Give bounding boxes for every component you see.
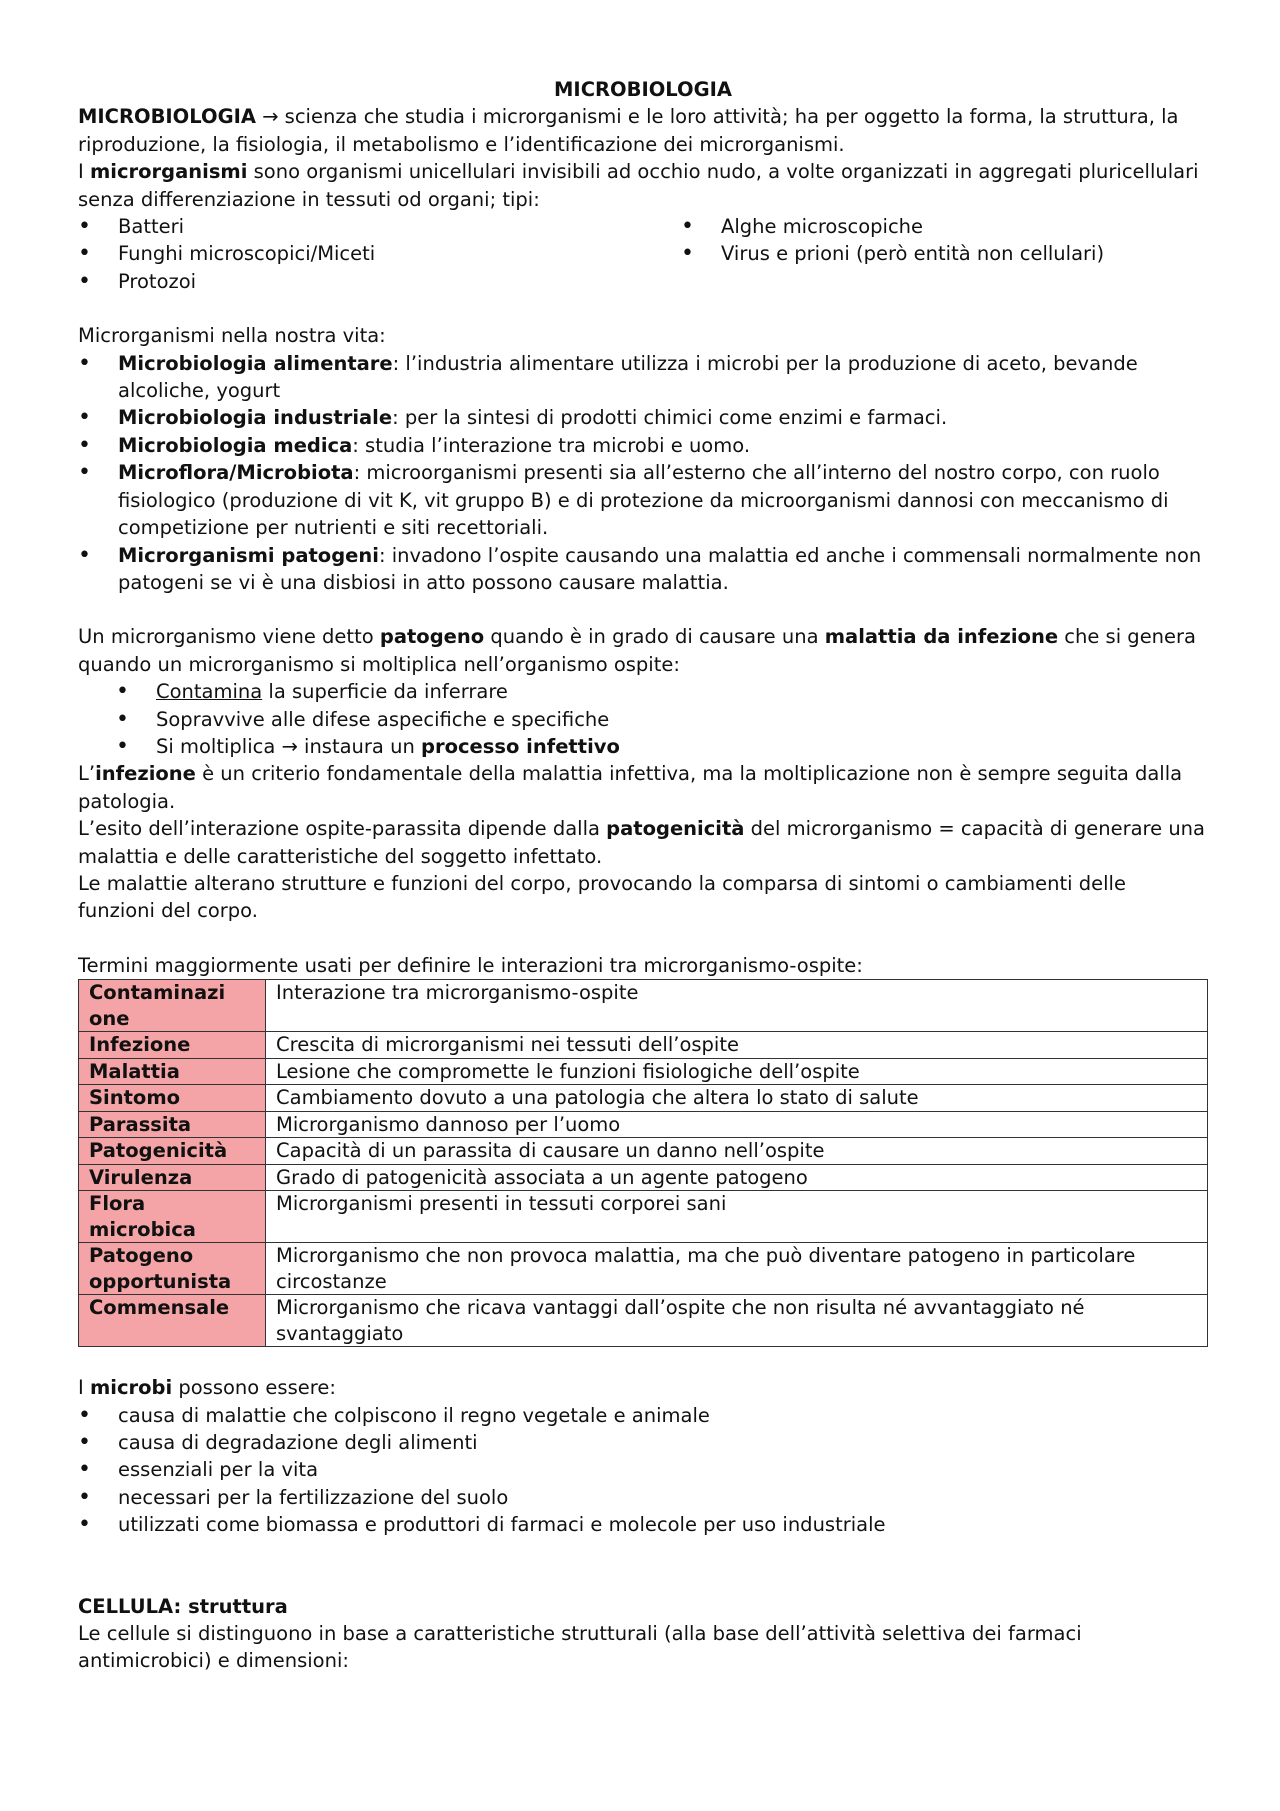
life-heading: Microrganismi nella nostra vita:	[78, 324, 386, 348]
terms-table	[78, 979, 1208, 1347]
definition-cell: Microrganismo che non provoca malattia, ma che può diventare patogeno in particolare circostanze	[266, 1243, 1208, 1295]
term-cell: Contaminazi one	[79, 980, 266, 1032]
types-list	[78, 213, 1208, 295]
microbi-paragraph: I microbi possono essere:	[78, 1376, 336, 1400]
types-list-left	[78, 213, 681, 295]
life-list	[78, 350, 1208, 597]
list-item: • necessari per la fertilizzazione del suolo	[78, 1484, 1208, 1511]
table-row	[79, 1058, 1208, 1085]
list-item: • Microbiologia medica: studia l’interazione tra microbi e uomo.	[78, 432, 1208, 459]
cellula-paragraph: Le cellule si distinguono in base a caratteristiche strutturali (alla base dell’attività selettiva dei farmaci antimicrobici) e dimensioni:	[78, 1622, 1082, 1673]
table-row	[79, 1111, 1208, 1138]
cellula-heading: CELLULA: struttura	[78, 1594, 288, 1618]
malattie-paragraph: Le malattie alterano strutture e funzioni del corpo, provocando la comparsa di sintomi o cambiamenti delle funzioni del corpo.	[78, 871, 1126, 923]
list-item: • Sopravvive alle difese aspecifiche e specifiche	[116, 706, 1208, 733]
microbi-list	[78, 1402, 1208, 1539]
term-cell: Sintomo	[79, 1085, 266, 1112]
infezione-paragraph: L’infezione è un criterio fondamentale della malattia infettiva, ma la moltiplicazione non è sempre seguita dalla patologia.	[78, 762, 1183, 813]
list-item: • essenziali per la vita	[78, 1456, 1208, 1483]
term-cell: Commensale	[79, 1295, 266, 1347]
definition-cell: Microrganismo dannoso per l’uomo	[266, 1111, 1208, 1138]
table-row	[79, 1191, 1208, 1243]
definition-cell: Microrganismo che ricava vantaggi dall’ospite che non risulta né avvantaggiato né svantaggiato	[266, 1295, 1208, 1347]
table-row	[79, 1243, 1208, 1295]
term-cell: Parassita	[79, 1111, 266, 1138]
list-item: • Alghe microscopiche	[681, 213, 1208, 240]
intro-paragraph: MICROBIOLOGIA → scienza che studia i microrganismi e le loro attività; ha per oggetto la forma, la struttura, la riproduzione, la fisiologia, il metabolismo e l’identificazione dei microrganismi.	[78, 105, 1179, 156]
table-row	[79, 980, 1208, 1032]
term-cell: Virulenza	[79, 1164, 266, 1191]
term-cell: Patogeno opportunista	[79, 1243, 266, 1295]
table-row	[79, 1295, 1208, 1347]
term-cell: Patogenicità	[79, 1138, 266, 1165]
table-row	[79, 1164, 1208, 1191]
term-cell: Malattia	[79, 1058, 266, 1085]
term-cell: Flora microbica	[79, 1191, 266, 1243]
list-item: • Microrganismi patogeni: invadono l’ospite causando una malattia ed anche i commensali normalmente non patogeni se vi è una disbiosi in atto possono causare malattia.	[78, 542, 1208, 597]
list-item: • utilizzati come biomassa e produttori di farmaci e molecole per uso industriale	[78, 1511, 1208, 1538]
definition-cell: Crescita di microrganismi nei tessuti dell’ospite	[266, 1032, 1208, 1059]
list-item: • Microbiologia alimentare: l’industria alimentare utilizza i microbi per la produzione di aceto, bevande alcoliche, yogurt	[78, 350, 1208, 405]
document-page	[78, 76, 1208, 1675]
definition-cell: Interazione tra microrganismo-ospite	[266, 980, 1208, 1032]
definition-cell: Cambiamento dovuto a una patologia che altera lo stato di salute	[266, 1085, 1208, 1112]
table-row	[79, 1032, 1208, 1059]
list-item: • causa di malattie che colpiscono il regno vegetale e animale	[78, 1402, 1208, 1429]
patogeno-paragraph: Un microrganismo viene detto patogeno quando è in grado di causare una malattia da infezione che si genera quando un microrganismo si moltiplica nell’organismo ospite:	[78, 625, 1197, 676]
table-row	[79, 1085, 1208, 1112]
list-item: • Microflora/Microbiota: microorganismi presenti sia all’esterno che all’interno del nostro corpo, con ruolo fisiologico (produzione di vit K, vit gruppo B) e di protezione da microorganismi dannosi con meccanismo di competizione per nutrienti e siti recettoriali.	[78, 459, 1208, 541]
microrganismi-definition: I microrganismi sono organismi unicellulari invisibili ad occhio nudo, a volte organizzati in aggregati pluricellulari senza differenziazione in tessuti od organi; tipi:	[78, 160, 1199, 211]
list-item: • Microbiologia industriale: per la sintesi di prodotti chimici come enzimi e farmaci.	[78, 404, 1208, 431]
steps-list	[78, 678, 1208, 760]
table-heading: Termini maggiormente usati per definire le interazioni tra microrganismo-ospite:	[78, 953, 863, 977]
list-item: • Funghi microscopici/Miceti	[78, 240, 681, 267]
term-cell: Infezione	[79, 1032, 266, 1059]
list-item: • causa di degradazione degli alimenti	[78, 1429, 1208, 1456]
definition-cell: Capacità di un parassita di causare un danno nell’ospite	[266, 1138, 1208, 1165]
list-item: • Si moltiplica → instaura un processo infettivo	[116, 733, 1208, 760]
esito-paragraph: L’esito dell’interazione ospite-parassita dipende dalla patogenicità del microrganismo = capacità di generare una malattia e delle caratteristiche del soggetto infettato.	[78, 817, 1205, 868]
definition-cell: Microrganismi presenti in tessuti corporei sani	[266, 1191, 1208, 1243]
list-item: • Batteri	[78, 213, 681, 240]
list-item: • Virus e prioni (però entità non cellulari)	[681, 240, 1208, 267]
page-title: MICROBIOLOGIA	[554, 78, 732, 101]
types-list-right	[681, 213, 1208, 295]
definition-cell: Grado di patogenicità associata a un agente patogeno	[266, 1164, 1208, 1191]
definition-cell: Lesione che compromette le funzioni fisiologiche dell’ospite	[266, 1058, 1208, 1085]
list-item: • Protozoi	[78, 268, 681, 295]
table-row	[79, 1138, 1208, 1165]
list-item: • Contamina la superficie da inferrare	[116, 678, 1208, 705]
